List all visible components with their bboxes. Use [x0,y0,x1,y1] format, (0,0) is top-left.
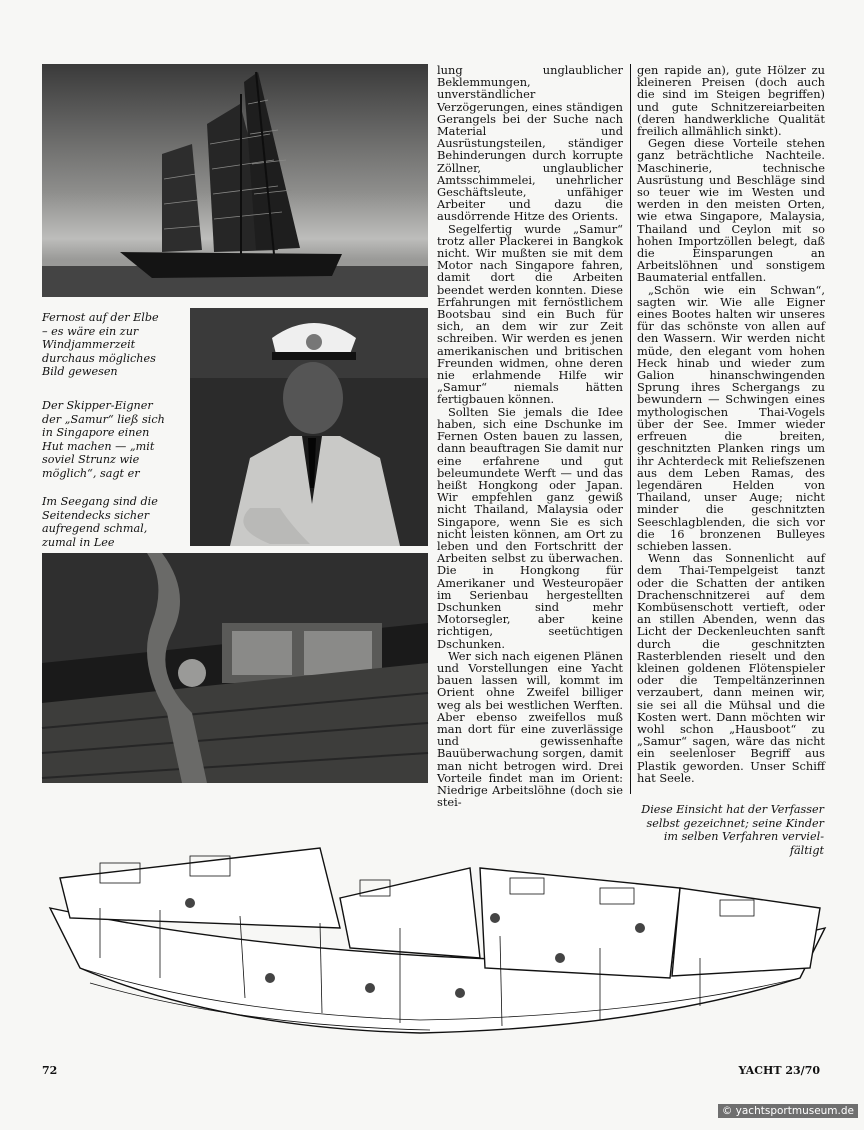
column-rule [630,64,631,794]
junk-photo [42,64,428,297]
paragraph: Wenn das Sonnenlicht auf dem Thai-Tempelgeist tanzt oder die Schatten der antiken Drachenschnitzerei auf dem Kombüsenschott vertieft, oder an stillen Abenden, wenn das Licht der Deckenleuchten sanft durch die geschnitzten Rasterblenden rieselt und den kleinen goldenen Flötenspieler oder die Tempeltänzerinnen verzaubert, dann meinen wir, sie sei all die Mühsal und die Kosten wert. Dann möchten wir wohl schon „Hausboot“ zu „Samur“ sagen, wäre das nicht ein seelenloser Begriff aus Plastik geworden. Unser Schiff hat Seele. [637,551,825,785]
skipper-photo [190,308,428,546]
junk-caption: Fernost auf der Elbe – es wäre ein zur Windjammerzeit durchaus mögliches Bild gewesen [42,311,159,379]
drawing-caption: Diese Einsicht hat der Verfasser selbst gezeichnet; seine Kinder im selben Verfahren verviel- fältigt [641,803,824,857]
deck-caption: Im Seegang sind die Seitendecks sicher aufregend schmal, zumal in Lee [42,495,158,549]
cutaway-drawing [40,808,830,1040]
text-column-2 [637,64,825,796]
paragraph: gen rapide an), gute Hölzer zu kleineren Preisen (doch auch die sind im Steigen begriffen) und gute Schnitzereiarbeiten (deren handwerkliche Qualität freilich allmählich sinkt). [637,63,825,139]
text-column-1 [437,63,623,810]
deck-photo [42,553,428,783]
magazine-issue: YACHT 23/70 [738,1064,820,1077]
paragraph: Sollten Sie jemals die Idee haben, sich eine Dschunke im Fernen Osten bauen zu lassen, dann beauftragen Sie damit nur eine erfahrene und gut beleumundete Werft — und das heißt Hongkong oder Japan. Wir empfehlen ganz gewiß nicht Thailand, Malaysia oder Singapore, wenn Sie es sich nicht leisten können, am Ort zu leben und den Fortschritt der Arbeiten selbst zu überwachen. Die in Hongkong für Amerikaner und Westeuropäer im Serienbau hergestellten Dschunken sind mehr Motorsegler, aber keine richtigen, seetüchtigen Dschunken. [437,404,623,651]
paragraph: lung unglaublicher Beklemmungen, unverständlicher Verzögerungen, eines ständigen Gerangels bei der Suche nach Material und Ausrüstungsteilen, ständiger Behinderungen durch korrupte Zöllner, unglaublicher Amtsschimmelei, unehrlicher Geschäftsleute, unfähiger Arbeiter und dazu die ausdörrende Hitze des Orients. [437,63,623,224]
watermark: © yachtsportmuseum.de [718,1104,858,1118]
page-number: 72 [42,1064,58,1077]
paragraph: Segelfertig wurde „Samur“ trotz aller Plackerei in Bangkok nicht. Wir mußten sie mit dem Motor nach Singapore fahren, damit dort die Arbeiten beendet werden konnten. Diese Erfahrungen mit fernöstlichem Bootsbau sind ein Buch für sich, an dem wir zur Zeit schreiben. Wir werden es jenen amerikanischen und britischen Freunden widmen, ohne deren nie erlahmende Hilfe wir „Samur“ niemals hätten fertigbauen können. [437,221,623,407]
paragraph: Gegen diese Vorteile stehen ganz beträchtliche Nachteile. Maschinerie, technische Ausrüstung und Beschläge sind so teuer wie im Westen und werden in den meisten Orten, wie etwa Singapore, Malaysia, Thailand und Ceylon mit so hohen Importzöllen belegt, daß die Einsparungen an Arbeitslöhnen und sonstigem Baumaterial entfallen. [637,136,825,285]
paragraph: Wer sich nach eigenen Plänen und Vorstellungen eine Yacht bauen lassen will, kommt im Orient ohne Zweifel billiger weg als bei westlichen Werften. Aber ebenso zweifellos muß man dort für eine zuverlässige und gewissenhafte Bauüberwachung sorgen, damit man nicht betrogen wird. Drei Vorteile findet man im Orient: Niedrige Arbeitslöhne (doch sie stei- [437,648,623,810]
paragraph: „Schön wie ein Schwan“, sagten wir. Wie alle Eigner eines Bootes halten wir unseres für das schönste von allen auf den Wassern. Wir werden nicht müde, den elegant vom hohen Heck hinab und wieder zum Galion hinanschwingenden Sprung ihres Schergangs zu bewundern — Schwingen eines mythologischen Thai-Vogels über der See. Immer wieder erfreuen die breiten, geschnitzten Planken rings um ihr Achterdeck mit Reliefszenen aus dem Leben Ramas, des legendären Helden von Thailand, unser Auge; nicht minder die geschnitzten Seeschlagblenden, die sich vor die 16 bronzenen Bulleyes schieben lassen. [637,282,825,553]
skipper-caption: Der Skipper-Eigner der „Samur“ ließ sich in Singapore einen Hut machen — „mit soviel Strunz wie möglich“, sagt er [42,399,165,480]
